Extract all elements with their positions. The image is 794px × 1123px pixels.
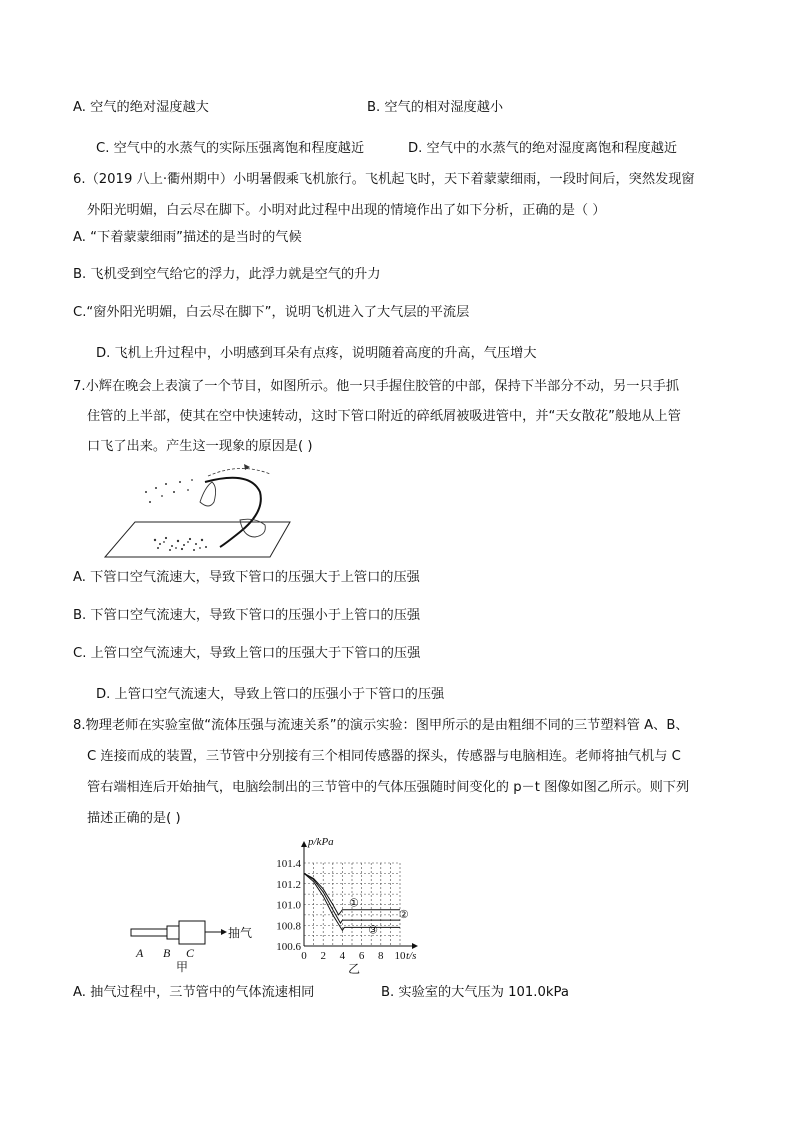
q7-option-c: C. 上管口空气流速大，导致上管口的压强大于下管口的压强 bbox=[73, 646, 421, 661]
q5-option-b: B. 空气的相对湿度越小 bbox=[367, 100, 504, 115]
tube-b bbox=[167, 926, 179, 939]
caption-jia: 甲 bbox=[176, 960, 189, 974]
y-tick-label: 101.2 bbox=[276, 878, 301, 891]
x-axis-label: t/s bbox=[406, 950, 417, 962]
q6-option-a: A. “下着蒙蒙细雨”描述的是当时的气候 bbox=[73, 230, 302, 245]
q6-option-c: C.“窗外阳光明媚，白云尽在脚下”，说明飞机进入了大气层的平流层 bbox=[73, 305, 470, 320]
x-tick-label: 6 bbox=[358, 950, 365, 962]
upper-hand bbox=[200, 482, 216, 506]
q7-stem-line3: 口飞了出来。产生这一现象的原因是( ) bbox=[87, 439, 313, 454]
q5-option-c: C. 空气中的水蒸气的实际压强离饱和程度越近 bbox=[96, 141, 365, 156]
q8-figure-jia bbox=[128, 915, 268, 975]
x-tick-label: 0 bbox=[301, 950, 307, 962]
x-axis-arrow-icon bbox=[412, 943, 418, 949]
q6-option-d: D. 飞机上升过程中，小明感到耳朵有点疼，说明随着高度的升高，气压增大 bbox=[96, 346, 537, 361]
tube-c bbox=[179, 921, 205, 944]
q8-stem-line3: 管右端相连后开始抽气，电脑绘制出的三节管中的气体压强随时间变化的 p－t 图像如图乙所示。则下列 bbox=[87, 780, 690, 795]
q7-figure bbox=[100, 462, 295, 560]
x-tick-label: 10 bbox=[394, 950, 406, 962]
label-a: A bbox=[136, 946, 144, 960]
series-label: ② bbox=[398, 908, 409, 921]
y-tick-label: 101.0 bbox=[276, 899, 301, 912]
q8-stem-line2: C 连接而成的装置，三节管中分别接有三个相同传感器的探头，传感器与电脑相连。老师将抽气机与 C bbox=[87, 749, 681, 764]
caption-yi: 乙 bbox=[348, 962, 361, 975]
paper-scraps bbox=[145, 479, 207, 551]
series-label: ③ bbox=[368, 924, 379, 937]
label-b: B bbox=[163, 946, 171, 960]
q5-option-d: D. 空气中的水蒸气的绝对湿度离饱和程度越近 bbox=[408, 141, 678, 156]
q8-stem-line4: 描述正确的是( ) bbox=[87, 811, 181, 826]
arrow-head-icon bbox=[221, 929, 227, 935]
y-tick-label: 100.6 bbox=[276, 941, 301, 953]
y-tick-label: 101.4 bbox=[276, 858, 301, 870]
rotation-path bbox=[208, 468, 270, 476]
q5-option-a: A. 空气的绝对湿度越大 bbox=[73, 100, 209, 115]
q8-stem-line1: 8.物理老师在实验室做“流体压强与流速关系”的演示实验：图甲所示的是由粗细不同的三节塑料管 A、B、 bbox=[73, 718, 689, 733]
q7-option-d: D. 上管口空气流速大，导致上管口的压强小于下管口的压强 bbox=[96, 687, 445, 702]
series-label: ① bbox=[348, 897, 359, 910]
tube-a bbox=[131, 929, 167, 936]
x-tick-label: 2 bbox=[320, 950, 326, 962]
q8-option-a: A. 抽气过程中，三节管中的气体流速相同 bbox=[73, 985, 315, 1000]
y-axis-label: p/kPa bbox=[308, 836, 334, 848]
q8-option-b: B. 实验室的大气压为 101.0kPa bbox=[381, 985, 569, 1000]
x-tick-label: 8 bbox=[378, 950, 384, 962]
y-tick-label: 100.8 bbox=[276, 920, 301, 933]
q6-stem-line2: 外阳光明媚，白云尽在脚下。小明对此过程中出现的情境作出了如下分析，正确的是（ ） bbox=[87, 203, 606, 218]
q6-stem-line1: 6.（2019 八上·衢州期中）小明暑假乘飞机旅行。飞机起飞时，天下着蒙蒙细雨，一段时间后，突然发现窗 bbox=[73, 172, 695, 187]
chart-series bbox=[304, 873, 409, 936]
paper-sheet bbox=[105, 522, 290, 557]
x-tick-label: 4 bbox=[339, 950, 346, 962]
q7-option-a: A. 下管口空气流速大，导致下管口的压强大于上管口的压强 bbox=[73, 570, 420, 585]
chart-axes bbox=[301, 841, 418, 949]
q6-option-b: B. 飞机受到空气给它的浮力，此浮力就是空气的升力 bbox=[73, 267, 381, 282]
q7-stem-line1: 7.小辉在晚会上表演了一个节目，如图所示。他一只手握住胶管的中部，保持下半部分不动，另一只手抓 bbox=[73, 379, 680, 394]
y-axis-arrow-icon bbox=[301, 841, 307, 847]
label-c: C bbox=[186, 946, 195, 960]
q7-option-b: B. 下管口空气流速大，导致下管口的压强小于上管口的压强 bbox=[73, 608, 421, 623]
q7-stem-line2: 住管的上半部，使其在空中快速转动，这时下管口附近的碎纸屑被吸进管中，并“天女散花”般地从上管 bbox=[87, 409, 681, 424]
q8-chart-yi bbox=[262, 835, 427, 975]
pump-label: 抽气 bbox=[228, 926, 253, 940]
